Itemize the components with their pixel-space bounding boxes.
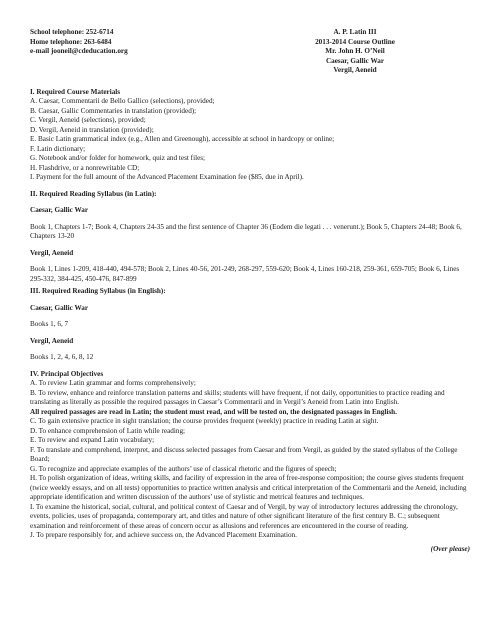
objective-i: I. To examine the historical, social, cultural, and political context of Caesar and of Vergil, by way of introductory lectures addressing the chronology, events, policies, uses of propaganda, contemporary art, and titles and nature of other significant literature of the first century B. C.; subsequent examination and reinforcement of these areas of concern occur as allusions and references are encountered in the course of reading.: [30, 502, 458, 530]
over-please-note: (Over please): [430, 544, 470, 553]
section-title: I. Required Course Materials: [30, 87, 121, 96]
list-item: F. Latin dictionary;: [30, 144, 86, 153]
list-item: A. Caesar, Commentarii de Bello Gallico (selections), provided;: [30, 97, 215, 106]
objective-g: G. To recognize and appreciate examples of the authors’ use of classical rhetoric and the figures of speech;: [30, 464, 337, 473]
section-english-syllabus: [30, 287, 470, 363]
caesar-heading: Caesar, Gallic War: [30, 303, 89, 312]
vergil-text: Book 1, Lines 1-209, 418-440, 494-578; Book 2, Lines 40-56, 201-249, 268-297, 559-620; Book 4, Lines 160-218, 259-361, 659-705; Book 6, Lines 295-332, 384-425, 450-476, 847-899: [30, 265, 460, 283]
home-telephone: Home telephone: 263-6484: [30, 37, 112, 46]
list-item: C. Vergil, Aeneid (selections), provided;: [30, 116, 146, 125]
list-item: G. Notebook and/or folder for homework, quiz and test files;: [30, 154, 206, 163]
vergil-heading: Vergil, Aeneid: [30, 248, 74, 257]
course-name: A. P. Latin III: [333, 28, 377, 36]
list-item: E. Basic Latin grammatical index (e.g., Allen and Greenough), accessible at school in hardcopy or online;: [30, 135, 335, 144]
course-outline-page: [30, 28, 470, 553]
list-item: B. Caesar, Gallic Commentaries in translation (provided);: [30, 106, 197, 115]
section-title: IV. Principal Objectives: [30, 369, 104, 378]
caesar-text: Book 1, Chapters 1-7; Book 4, Chapters 24-35 and the first sentence of Chapter 36 (Eodem die legati . . . venerunt.); Book 5, Chapters 24-48; Book 6, Chapters 13-20: [30, 222, 462, 241]
teacher-name: Mr. John H. O’Neil: [325, 47, 385, 56]
section-objectives: [30, 370, 470, 541]
email: e-mail jooneil@cdeducation.org: [30, 47, 128, 56]
school-telephone: School telephone: 252-6714: [30, 28, 114, 36]
list-item: H. Flashdrive, or a nonrewritable CD;: [30, 163, 140, 172]
objective-j: J. To prepare responsibly for, and achieve success on, the Advanced Placement Examination.: [30, 531, 297, 540]
text-caesar: Caesar, Gallic War: [325, 56, 385, 65]
section-title: III. Required Reading Syllabus (in English):: [30, 287, 166, 296]
list-item: D. Vergil, Aeneid in translation (provided);: [30, 125, 154, 134]
objective-a: A. To review Latin grammar and forms comprehensively;: [30, 379, 196, 388]
caesar-text: Books 1, 6, 7: [30, 320, 69, 329]
vergil-heading: Vergil, Aeneid: [30, 336, 74, 345]
header: [30, 28, 470, 76]
text-vergil: Vergil, Aeneid: [333, 66, 377, 75]
course-title-block: [280, 28, 430, 76]
objective-h: H. To polish organization of ideas, writing skills, and facility of expression in the area of free-response composition; the course gives students frequent (twice weekly essays, and on all tests) opportunities to practice written analysis and critical interpretation of the Commentarii and the Aeneid, including appropriate identification and written discussion of the authors’ use of stylistic and metrical features and techniques.: [30, 474, 467, 502]
required-passages-note: All required passages are read in Latin; the student must read, and will be tested on, the designated passages in English.: [30, 407, 397, 416]
contact-info: [30, 28, 128, 76]
list-item: I. Payment for the full amount of the Advanced Placement Examination fee ($85, due in April).: [30, 173, 304, 182]
vergil-text: Books 1, 2, 4, 6, 8, 12: [30, 353, 94, 362]
section-title: II. Required Reading Syllabus (in Latin):: [30, 189, 157, 198]
course-year: 2013-2014 Course Outline: [315, 37, 395, 46]
objective-e: E. To review and expand Latin vocabulary;: [30, 436, 155, 445]
objective-f: F. To translate and comprehend, interpret, and discuss selected passages from Caesar and from Vergil, as guided by the stated syllabus of the College Board;: [30, 445, 458, 464]
objective-b: B. To review, enhance and reinforce translation patterns and skills; students will have frequent, if not daily, opportunities to practice reading and translating as literally as possible the required passages in Caesar’s Commentarii and in Vergil’s Aeneid from Latin into English.: [30, 388, 445, 407]
objective-d: D. To enhance comprehension of Latin while reading;: [30, 426, 186, 435]
objective-c: C. To gain extensive practice in sight translation; the course provides frequent (weekly) practice in reading Latin at sight.: [30, 417, 379, 426]
section-materials: [30, 88, 470, 183]
caesar-heading: Caesar, Gallic War: [30, 206, 89, 215]
section-latin-syllabus: [30, 190, 470, 285]
